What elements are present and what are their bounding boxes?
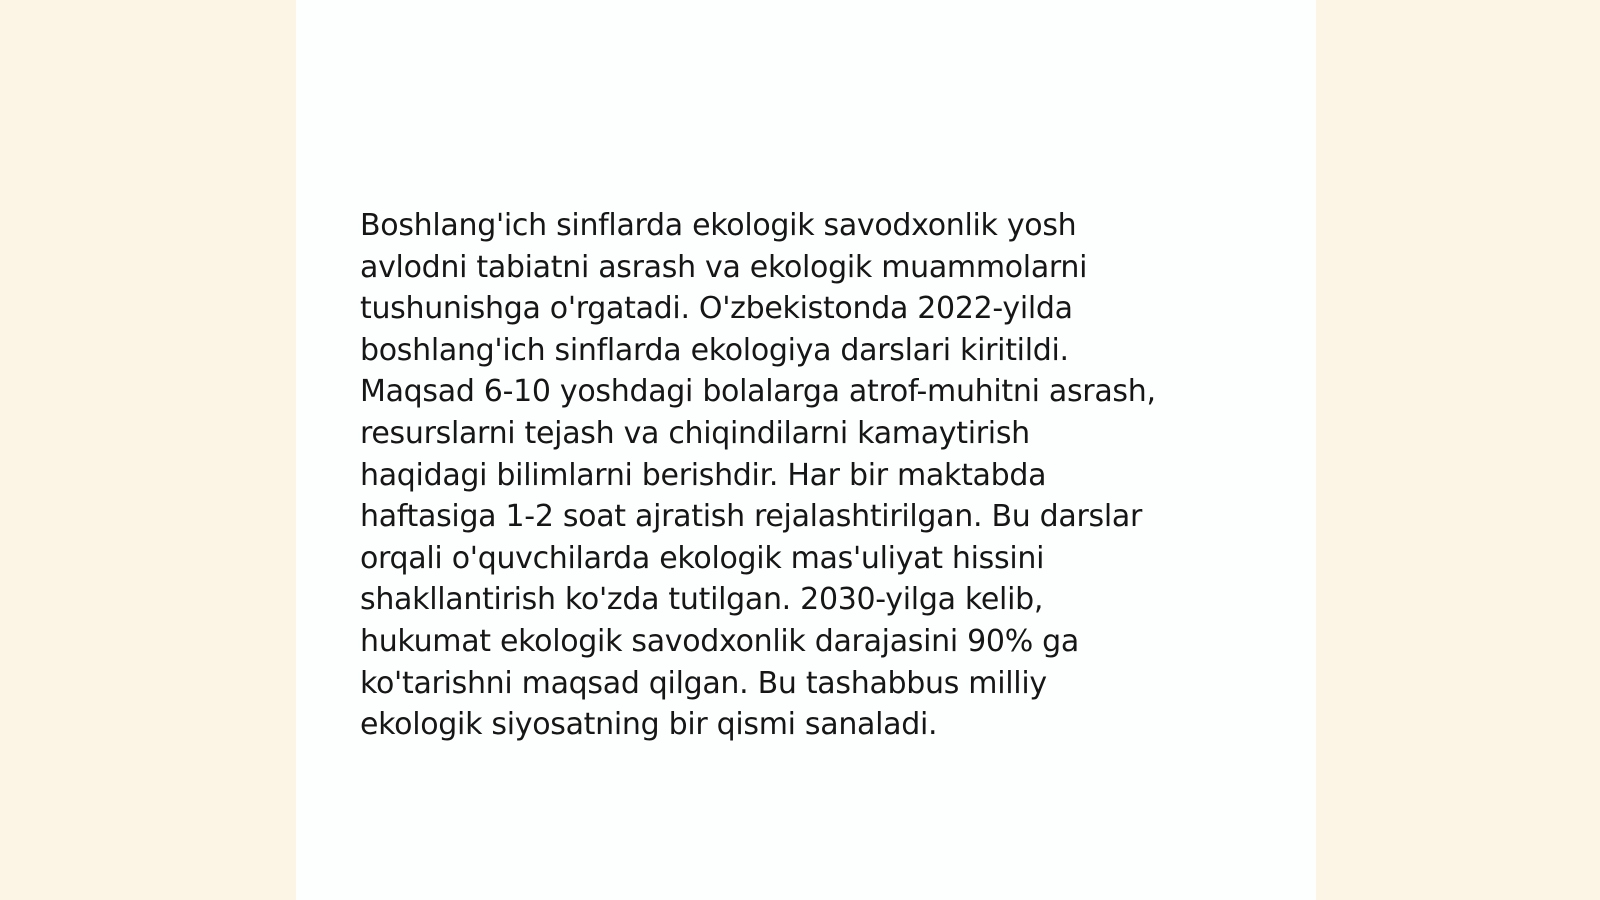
paragraph-line: ko'tarishni maqsad qilgan. Bu tashabbus milliy — [360, 665, 1047, 701]
paragraph-line: orqali o'quvchilarda ekologik mas'uliyat hissini — [360, 540, 1045, 576]
body-paragraph — [360, 205, 1260, 746]
paragraph-line: tushunishga o'rgatadi. O'zbekistonda 2022-yilda — [360, 291, 1073, 327]
paragraph-line: boshlang'ich sinflarda ekologiya darslari kiritildi. — [360, 332, 1069, 368]
left-margin-panel — [0, 0, 296, 900]
paragraph-line: hukumat ekologik savodxonlik darajasini 90% ga — [360, 623, 1079, 659]
paragraph-line: haqidagi bilimlarni berishdir. Har bir maktabda — [360, 457, 1047, 493]
paragraph-line: Maqsad 6-10 yoshdagi bolalarga atrof-muhitni asrash, — [360, 374, 1156, 410]
paragraph-line: Boshlang'ich sinflarda ekologik savodxonlik yosh — [360, 208, 1077, 243]
paragraph-line: haftasiga 1-2 soat ajratish rejalashtirilgan. Bu darslar — [360, 499, 1143, 535]
right-margin-panel — [1316, 0, 1600, 900]
paragraph-line: ekologik siyosatning bir qismi sanaladi. — [360, 707, 938, 743]
paragraph-line: resurslarni tejash va chiqindilarni kamaytirish — [360, 415, 1030, 451]
paragraph-line: avlodni tabiatni asrash va ekologik muammolarni — [360, 249, 1088, 285]
paragraph-line: shakllantirish ko'zda tutilgan. 2030-yilga kelib, — [360, 582, 1044, 618]
